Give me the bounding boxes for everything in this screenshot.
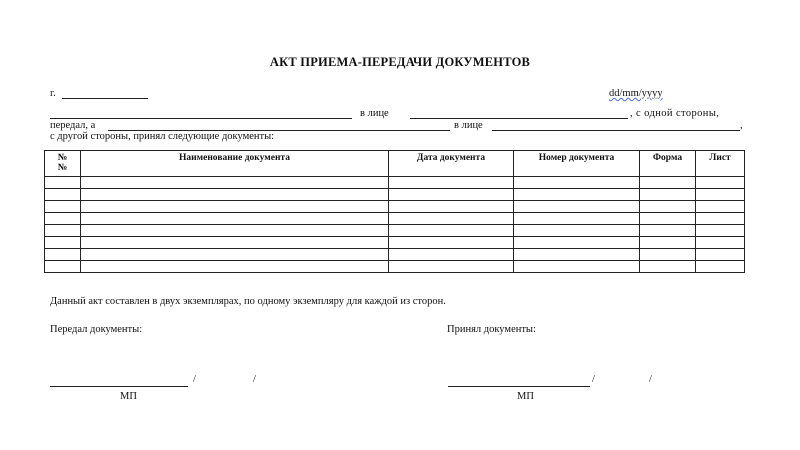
signature-slash: / (193, 374, 196, 385)
statement-text: Данный акт составлен в двух экземплярах, по одному экземпляру для каждой из сторон. (50, 296, 446, 307)
in-person-label-1: в лице (360, 108, 389, 119)
header-number: № № (45, 151, 81, 177)
table-cell[interactable] (81, 225, 389, 237)
table-cell[interactable] (45, 237, 81, 249)
table-cell[interactable] (514, 237, 640, 249)
in-person-label-2: в лице (454, 120, 483, 131)
table-cell[interactable] (389, 249, 514, 261)
table-cell[interactable] (696, 225, 745, 237)
table-cell[interactable] (389, 189, 514, 201)
header-doc-date: Дата документа (389, 151, 514, 177)
table-cell[interactable] (640, 201, 696, 213)
other-side-text: с другой стороны, принял следующие документы: (50, 131, 275, 142)
table-cell[interactable] (640, 249, 696, 261)
one-side-label: , с одной стороны, (630, 108, 720, 119)
table-row (45, 237, 745, 249)
table-cell[interactable] (640, 225, 696, 237)
table-cell[interactable] (514, 249, 640, 261)
table-cell[interactable] (45, 261, 81, 273)
received-docs-label: Принял документы: (447, 324, 536, 335)
header-sheet: Лист (696, 151, 745, 177)
transferor-signature-field[interactable] (50, 386, 188, 387)
transferred-label: передал, а (50, 120, 96, 131)
table-cell[interactable] (45, 225, 81, 237)
signature-slash: / (253, 374, 256, 385)
signature-slash: / (649, 374, 652, 385)
line2-comma: , (740, 120, 743, 131)
transferred-docs-label: Передал документы: (50, 324, 143, 335)
table-row (45, 189, 745, 201)
table-cell[interactable] (696, 249, 745, 261)
stamp-label-right: МП (517, 391, 534, 402)
table-row (45, 249, 745, 261)
receiver-signature-field[interactable] (448, 386, 590, 387)
signature-slash: / (592, 374, 595, 385)
table-cell[interactable] (389, 225, 514, 237)
table-cell[interactable] (640, 189, 696, 201)
party-one-field[interactable] (50, 118, 352, 119)
documents-table (44, 150, 745, 273)
table-cell[interactable] (81, 213, 389, 225)
table-row (45, 213, 745, 225)
table-cell[interactable] (45, 213, 81, 225)
stamp-label-left: МП (120, 391, 137, 402)
table-cell[interactable] (45, 177, 81, 189)
table-cell[interactable] (514, 177, 640, 189)
table-cell[interactable] (514, 261, 640, 273)
table-cell[interactable] (389, 213, 514, 225)
table-cell[interactable] (45, 189, 81, 201)
table-cell[interactable] (514, 225, 640, 237)
table-cell[interactable] (81, 177, 389, 189)
table-cell[interactable] (514, 189, 640, 201)
table-cell[interactable] (389, 201, 514, 213)
table-cell[interactable] (640, 177, 696, 189)
table-cell[interactable] (81, 201, 389, 213)
table-cell[interactable] (81, 189, 389, 201)
table-row (45, 261, 745, 273)
table-cell[interactable] (514, 201, 640, 213)
table-header-row (45, 151, 745, 177)
header-doc-number: Номер документа (514, 151, 640, 177)
table-cell[interactable] (696, 213, 745, 225)
table-cell[interactable] (696, 237, 745, 249)
date-placeholder[interactable]: dd/mm/yyyy (609, 88, 663, 99)
table-cell[interactable] (81, 261, 389, 273)
table-cell[interactable] (389, 177, 514, 189)
city-field[interactable] (62, 98, 148, 99)
table-row (45, 225, 745, 237)
document-title: АКТ ПРИЕМА-ПЕРЕДАЧИ ДОКУМЕНТОВ (269, 55, 531, 69)
table-cell[interactable] (81, 249, 389, 261)
table-row (45, 177, 745, 189)
table-row (45, 201, 745, 213)
table-cell[interactable] (640, 261, 696, 273)
table-cell[interactable] (696, 261, 745, 273)
table-cell[interactable] (514, 213, 640, 225)
city-prefix: г. (50, 88, 56, 99)
table-cell[interactable] (45, 201, 81, 213)
table-cell[interactable] (389, 261, 514, 273)
representative-two-field[interactable] (492, 130, 740, 131)
table-cell[interactable] (696, 201, 745, 213)
header-doc-name: Наименование документа (81, 151, 389, 177)
table-cell[interactable] (45, 249, 81, 261)
table-cell[interactable] (640, 213, 696, 225)
table-cell[interactable] (696, 189, 745, 201)
representative-one-field[interactable] (410, 118, 628, 119)
header-form: Форма (640, 151, 696, 177)
table-cell[interactable] (696, 177, 745, 189)
table-cell[interactable] (640, 237, 696, 249)
table-cell[interactable] (389, 237, 514, 249)
table-cell[interactable] (81, 237, 389, 249)
